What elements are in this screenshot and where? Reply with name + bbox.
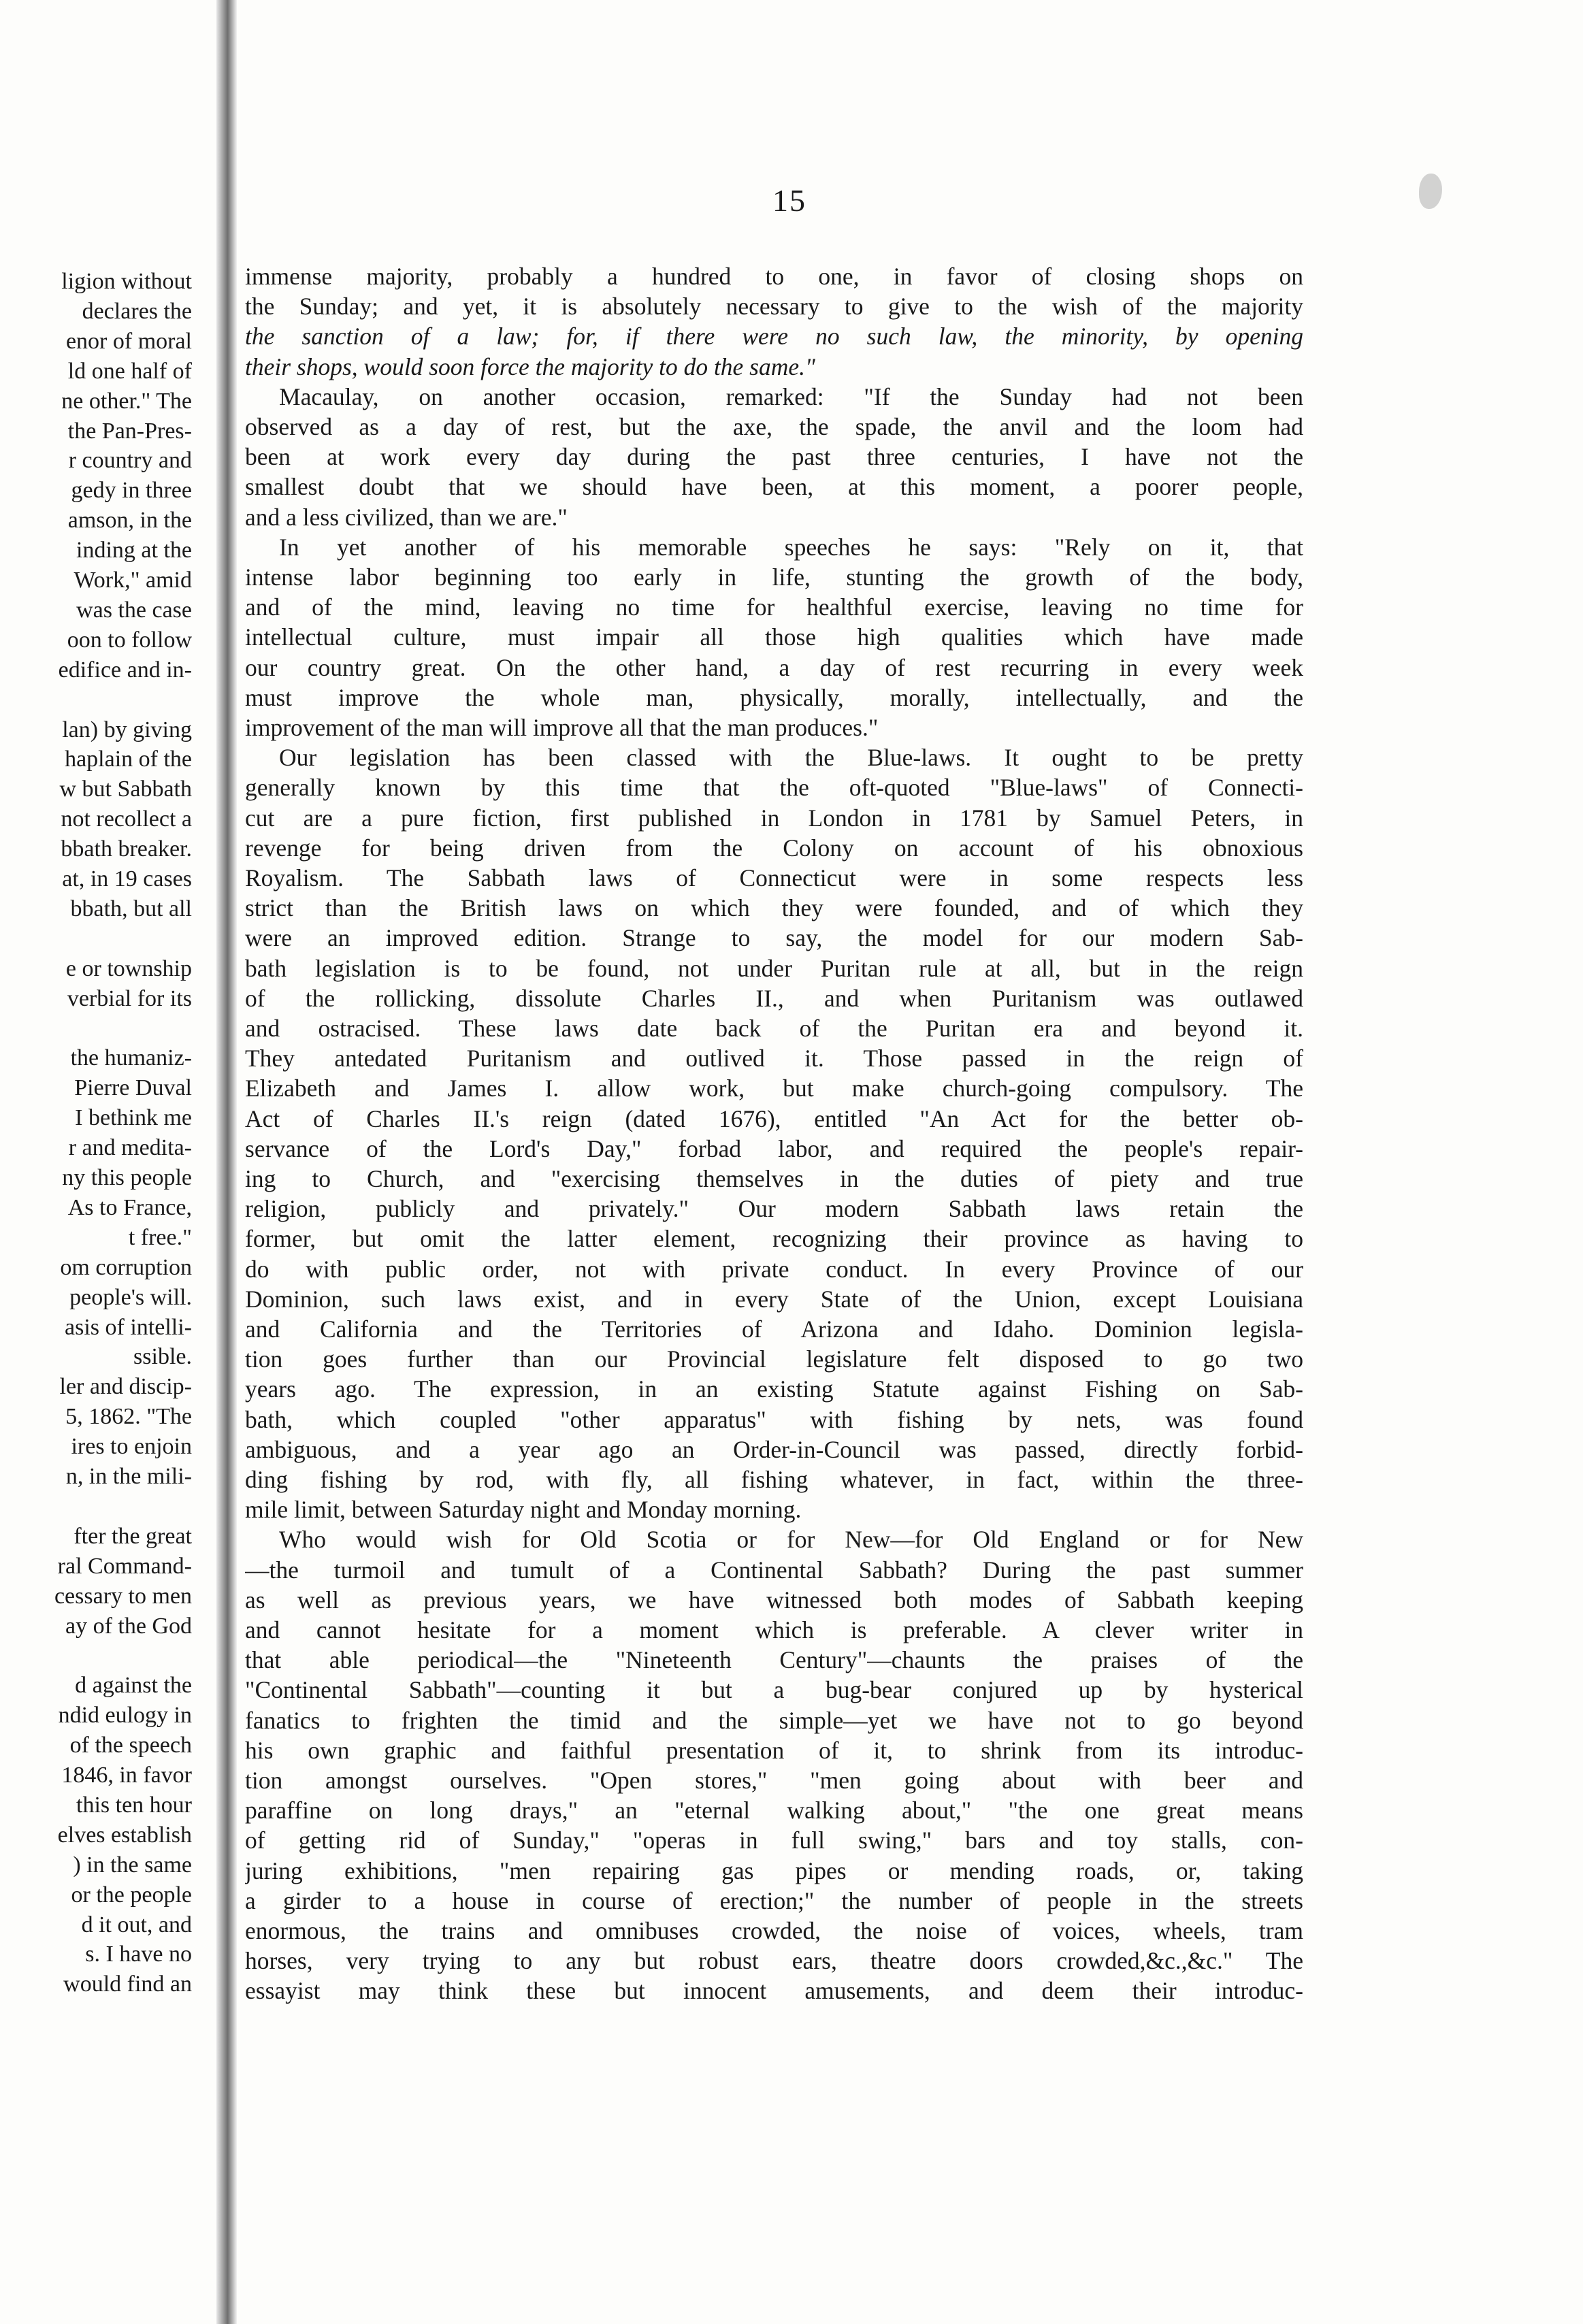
body-text-line: Macaulay, on another occasion, remarked: "If the Sunday had not been	[279, 382, 1303, 410]
left-column-line: 1846, in favor	[61, 1763, 192, 1788]
left-column-line: d against the	[75, 1673, 192, 1699]
left-column-line: t free."	[128, 1224, 192, 1250]
left-column-line: ne other." The	[61, 388, 192, 414]
body-text-line: and California and the Territories of Arizona and Idaho. Dominion legisla-	[245, 1315, 1303, 1343]
left-column-line: amson, in the	[67, 508, 192, 534]
body-text-line: Royalism. The Sabbath laws of Connecticut were in some respects less	[245, 864, 1303, 891]
left-column-line: e or township	[65, 955, 192, 981]
body-text-line: bath legislation is to be found, not under Puritan rule at all, but in the reign	[245, 954, 1303, 982]
body-text-line: observed as a day of rest, but the axe, the spade, the anvil and the loom had	[245, 413, 1303, 440]
left-column-line: fter the great	[74, 1523, 192, 1549]
left-column-line: ligion without	[61, 269, 192, 294]
left-column-line: this ten hour	[76, 1792, 192, 1818]
body-text-line: his own graphic and faithful presentation of it, to shrink from its introduc-	[245, 1736, 1303, 1764]
body-text-line: do with public order, not with private conduct. In every Province of our	[245, 1255, 1303, 1283]
body-text-line: former, but omit the latter element, recognizing their province as having to	[245, 1225, 1303, 1253]
body-text-line: a girder to a house in course of erection;" the number of people in the streets	[245, 1886, 1303, 1914]
left-column-line: elves establish	[57, 1822, 192, 1848]
body-text-line: enormous, the trains and omnibuses crowded, the noise of voices, wheels, tram	[245, 1917, 1303, 1944]
body-text-line: years ago. The expression, in an existing Statute against Fishing on Sab-	[245, 1375, 1303, 1403]
left-column-line: lan) by giving	[62, 717, 192, 742]
body-text-line: mile limit, between Saturday night and Monday morning.	[245, 1496, 802, 1524]
left-column-line: the Pan-Pres-	[67, 418, 192, 444]
body-text-line: and a less civilized, than we are."	[245, 503, 568, 531]
body-text-line: their shops, would soon force the majority to do the same."	[245, 353, 815, 380]
left-column-line: verbial for its	[67, 985, 192, 1011]
body-text-line: paraffine on long drays," an "eternal walking about," "the one great means	[245, 1797, 1303, 1824]
left-column-line: ndid eulogy in	[58, 1703, 192, 1729]
body-text-line: the Sunday; and yet, it is absolutely necessary to give to the wish of the majority	[245, 293, 1303, 321]
body-text-line: servance of the Lord's Day," forbad labor, and required the people's repair-	[245, 1134, 1303, 1162]
left-column-line: ssible.	[133, 1344, 192, 1370]
left-column-line: Work," amid	[74, 568, 192, 593]
body-text-line: improvement of the man will improve all that the man produces."	[245, 714, 879, 741]
left-column-line: d it out, and	[81, 1912, 192, 1937]
left-column-line: I bethink me	[75, 1105, 192, 1131]
body-text-line: the sanction of a law; for, if there were no such law, the minority, by opening	[245, 323, 1303, 350]
left-column-line: people's will.	[69, 1284, 192, 1310]
left-column-line: ld one half of	[67, 358, 192, 384]
left-column-line: would find an	[63, 1971, 192, 1997]
body-text-line: Dominion, such laws exist, and in every State of the Union, except Louisiana	[245, 1285, 1303, 1313]
left-column-line: 5, 1862. "The	[65, 1404, 192, 1430]
left-column-line: r and medita-	[68, 1135, 192, 1161]
body-text-line: Elizabeth and James I. allow work, but make church-going compulsory. The	[245, 1075, 1303, 1102]
ink-smudge	[1419, 174, 1442, 209]
left-column-line: was the case	[76, 597, 192, 623]
left-column-line: or the people	[71, 1882, 192, 1908]
body-text-line: and of the mind, leaving no time for healthful exercise, leaving no time for	[245, 593, 1303, 621]
left-column-line: haplain of the	[65, 747, 192, 772]
left-column-line: bbath breaker.	[61, 836, 192, 862]
left-column-line: the humaniz-	[70, 1045, 192, 1071]
left-column-line: edifice and in-	[58, 657, 192, 683]
body-text-line: juring exhibitions, "men repairing gas pipes or mending roads, or, taking	[245, 1856, 1303, 1884]
left-column-line: s. I have no	[85, 1942, 192, 1967]
body-text-line: revenge for being driven from the Colony on account of his obnoxious	[245, 834, 1303, 862]
left-column-line: ler and discip-	[59, 1374, 192, 1400]
body-text-line: —the turmoil and tumult of a Continental Sabbath? During the past summer	[245, 1556, 1303, 1584]
left-column-line: ires to enjoin	[71, 1434, 192, 1460]
left-column-line: bbath, but all	[70, 896, 192, 921]
left-column-line: n, in the mili-	[65, 1464, 192, 1489]
body-text-line: bath, which coupled "other apparatus" with fishing by nets, was found	[245, 1405, 1303, 1433]
body-text-line: that able periodical—the "Nineteenth Century"—chaunts the praises of the	[245, 1646, 1303, 1674]
body-text-line: horses, very trying to any but robust ears, theatre doors crowded,&c.,&c." The	[245, 1947, 1303, 1975]
body-text-line: strict than the British laws on which they were founded, and of which they	[245, 894, 1303, 922]
left-column-line: at, in 19 cases	[62, 866, 192, 891]
body-text-line: were an improved edition. Strange to say, the model for our modern Sab-	[245, 924, 1303, 952]
body-text-line: our country great. On the other hand, a day of rest recurring in every week	[245, 653, 1303, 681]
left-column-line: cessary to men	[54, 1583, 192, 1609]
body-text-line: and cannot hesitate for a moment which is preferable. A clever writer in	[245, 1616, 1303, 1643]
binding-gutter	[216, 0, 237, 2324]
body-text-line: ding fishing by rod, with fly, all fishing whatever, in fact, within the three-	[245, 1466, 1303, 1493]
body-text-line: ing to Church, and "exercising themselves in the duties of piety and true	[245, 1165, 1303, 1192]
body-text-line: tion amongst ourselves. "Open stores," "men going about with beer and	[245, 1767, 1303, 1794]
left-column-line: of the speech	[69, 1733, 192, 1758]
left-column-line: w but Sabbath	[59, 776, 192, 802]
body-text-line: religion, publicly and privately." Our modern Sabbath laws retain the	[245, 1195, 1303, 1223]
body-text-line: intellectual culture, must impair all those high qualities which have made	[245, 623, 1303, 651]
left-column-line: ) in the same	[73, 1852, 192, 1878]
body-text-line: intense labor beginning too early in life, stunting the growth of the body,	[245, 563, 1303, 591]
body-text-line: ambiguous, and a year ago an Order-in-Council was passed, directly forbid-	[245, 1435, 1303, 1463]
left-column-line: om corruption	[60, 1254, 192, 1280]
body-text-line: fanatics to frighten the timid and the simple—yet we have not to go beyond	[245, 1706, 1303, 1734]
left-column-line: ral Command-	[57, 1553, 192, 1579]
body-text-line: "Continental Sabbath"—counting it but a bug-bear conjured up by hysterical	[245, 1676, 1303, 1704]
left-column-line: ay of the God	[65, 1613, 192, 1639]
body-text-line: as well as previous years, we have witnessed both modes of Sabbath keeping	[245, 1586, 1303, 1614]
left-column-line: Pierre Duval	[74, 1075, 192, 1101]
left-column-line: As to France,	[67, 1194, 192, 1220]
body-text-line: essayist may think these but innocent amusements, and deem their introduc-	[245, 1977, 1303, 2005]
left-column-line: asis of intelli-	[65, 1314, 192, 1340]
left-column-line: oon to follow	[67, 627, 192, 653]
body-text-line: Who would wish for Old Scotia or for New—for Old England or for New	[279, 1526, 1303, 1554]
body-text-line: cut are a pure fiction, first published in London in 1781 by Samuel Peters, in	[245, 804, 1303, 832]
left-column-line: ny this people	[62, 1165, 192, 1190]
body-text-line: tion goes further than our Provincial legislature felt disposed to go two	[245, 1345, 1303, 1373]
body-text-line: generally known by this time that the oft-quoted "Blue-laws" of Connecti-	[245, 774, 1303, 802]
body-text-line: smallest doubt that we should have been, at this moment, a poorer people,	[245, 473, 1303, 501]
left-column-line: gedy in three	[71, 478, 192, 504]
body-text-line: immense majority, probably a hundred to one, in favor of closing shops on	[245, 263, 1303, 290]
left-column-line: not recollect a	[61, 806, 192, 832]
body-text-line: and ostracised. These laws date back of the Puritan era and beyond it.	[245, 1015, 1303, 1042]
body-text-line: been at work every day during the past three centuries, I have not the	[245, 443, 1303, 471]
left-column-line: enor of moral	[65, 328, 192, 354]
body-text-line: must improve the whole man, physically, morally, intellectually, and the	[245, 683, 1303, 711]
body-text-line: Act of Charles II.'s reign (dated 1676), entitled "An Act for the better ob-	[245, 1104, 1303, 1132]
left-column-line: r country and	[68, 448, 192, 474]
page-number: 15	[772, 183, 806, 218]
body-text-line: Our legislation has been classed with the Blue-laws. It ought to be pretty	[279, 744, 1303, 772]
left-column-line: declares the	[82, 298, 192, 324]
left-column-line: inding at the	[76, 538, 192, 563]
body-text-line: of the rollicking, dissolute Charles II., and when Puritanism was outlawed	[245, 984, 1303, 1012]
body-text-line: In yet another of his memorable speeches he says: "Rely on it, that	[279, 533, 1303, 561]
body-text-line: of getting rid of Sunday," "operas in full swing," bars and toy stalls, con-	[245, 1827, 1303, 1854]
body-text-line: They antedated Puritanism and outlived it. Those passed in the reign of	[245, 1045, 1303, 1073]
